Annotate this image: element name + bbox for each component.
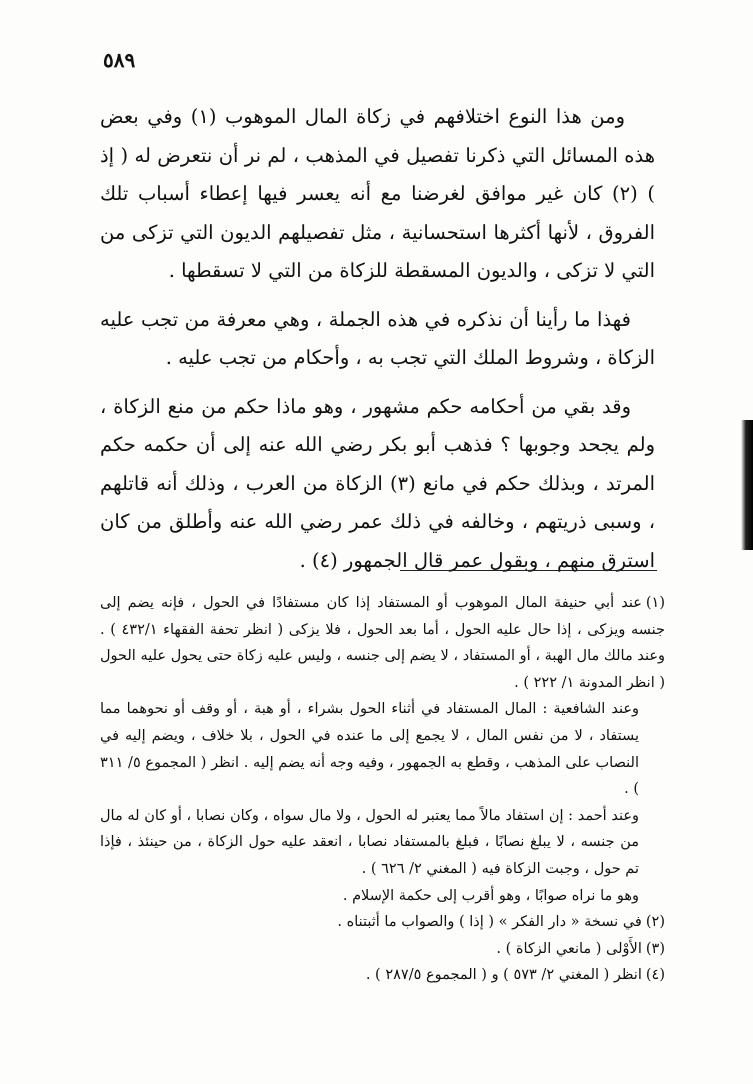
paragraph-3: وقد بقي من أحكامه حكم مشهور ، وهو ماذا حكم من منع الزكاة ، ولم يجحد وجوبها ؟ فذهب أبو بكر رضي الله عنه إلى أن حكمه حكم المرتد ، وبذلك حكم في مانع (٣) الزكاة من العرب ، وذلك أنه قاتلهم ، وسبى ذريتهم ، وخالفه في ذلك عمر رضي الله عنه وأطلق من كان استرق منهم ، وبقول عمر قال الجمهور (٤) . — [100, 394, 655, 572]
paragraph-2: فهذا ما رأينا أن نذكره في هذه الجملة ، وهي معرفة من تجب عليه الزكاة ، وشروط الملك التي تجب به ، وأحكام من تجب عليه . — [100, 307, 655, 369]
footnote-text: عند أبي حنيفة المال الموهوب أو المستفاد إذا كان مستفادًا في الحول ، فإنه يضم إلى جنسه ويزكى ، إذا حال عليه الحول ، أما بعد الحول ، فلا يزكى ( انظر تحفة الفقهاء ٤٣٢/١ ) . وعند مالك مال الهبة ، أو المستفاد ، لا يضم إلى جنسه ، وليس عليه زكاة حتى يحول عليه الحول ( انظر المدونة ١/ ٢٢٢ ) . — [100, 595, 665, 691]
footnote-1-continuation: وعند الشافعية : المال المستفاد في أثناء الحول بشراء ، أو هبة ، أو وقف أو نحوهما مما يستفاد ، لا من نفس المال ، لا يجمع إلى ما عنده في الحول ، بلا خلاف ، ويضم إليه في النصاب على المذهب ، وقطع به الجمهور ، وفيه وجه أنه يضم إليه . انظر ( المجموع ٥/ ٣١١ ) . — [100, 701, 639, 798]
footnote-mark: (٤) — [645, 967, 665, 984]
footnote-mark: (١) — [645, 595, 665, 611]
footnote-3 — [100, 936, 665, 963]
footnote-1-continuation: وعند أحمد : إن استفاد مالاً مما يعتبر له الحول ، ولا مال سواه ، وكان نصابا ، أو كان له مال من جنسه ، لا يبلغ نصابًا ، فبلغ بالمستفاد نصابا ، انعقد عليه حول الزكاة ، من حينئذ ، فإذا تم حول ، وجبت الزكاة فيه ( المغني ٢/ ٦٢٦ ) . — [100, 807, 639, 877]
main-text — [100, 98, 655, 590]
page-number: ٥٨٩ — [103, 48, 136, 72]
footnote-4 — [100, 962, 665, 989]
footnotes — [100, 590, 665, 989]
footnote-text: في نسخة « دار الفكر » ( إذا ) والصواب ما أثبتناه . — [337, 914, 642, 931]
footnote-1 — [100, 590, 665, 696]
footnote-mark: (٣) — [645, 940, 665, 957]
footnote-separator — [400, 570, 657, 571]
footnote-1-continuation: وهو ما نراه صوابًا ، وهو أقرب إلى حكمة الإسلام . — [342, 887, 639, 904]
footnote-text: انظر ( المغني ٢/ ٥٧٣ ) و ( المجموع ٢٨٧/٥ ) . — [365, 967, 642, 984]
paragraph-1: ومن هذا النوع اختلافهم في زكاة المال الموهوب (١) وفي بعض هذه المسائل التي ذكرنا تفصيل في المذهب ، لم نر أن نتعرض له ( إذ ) (٢) كان غير موافق لغرضنا مع أنه يعسر فيها إعطاء أسباب تلك الفروق ، لأنها أكثرها استحسانية ، مثل تفصيلهم الديون التي تزكى من التي لا تزكى ، والديون المسقطة للزكاة من التي لا تسقطها . — [100, 105, 655, 282]
footnote-mark: (٢) — [645, 914, 665, 931]
footnote-text: الأَوْلى ( مانعي الزكاة ) . — [496, 940, 642, 957]
page-edge-shadow — [741, 420, 753, 550]
footnote-2 — [100, 909, 665, 936]
